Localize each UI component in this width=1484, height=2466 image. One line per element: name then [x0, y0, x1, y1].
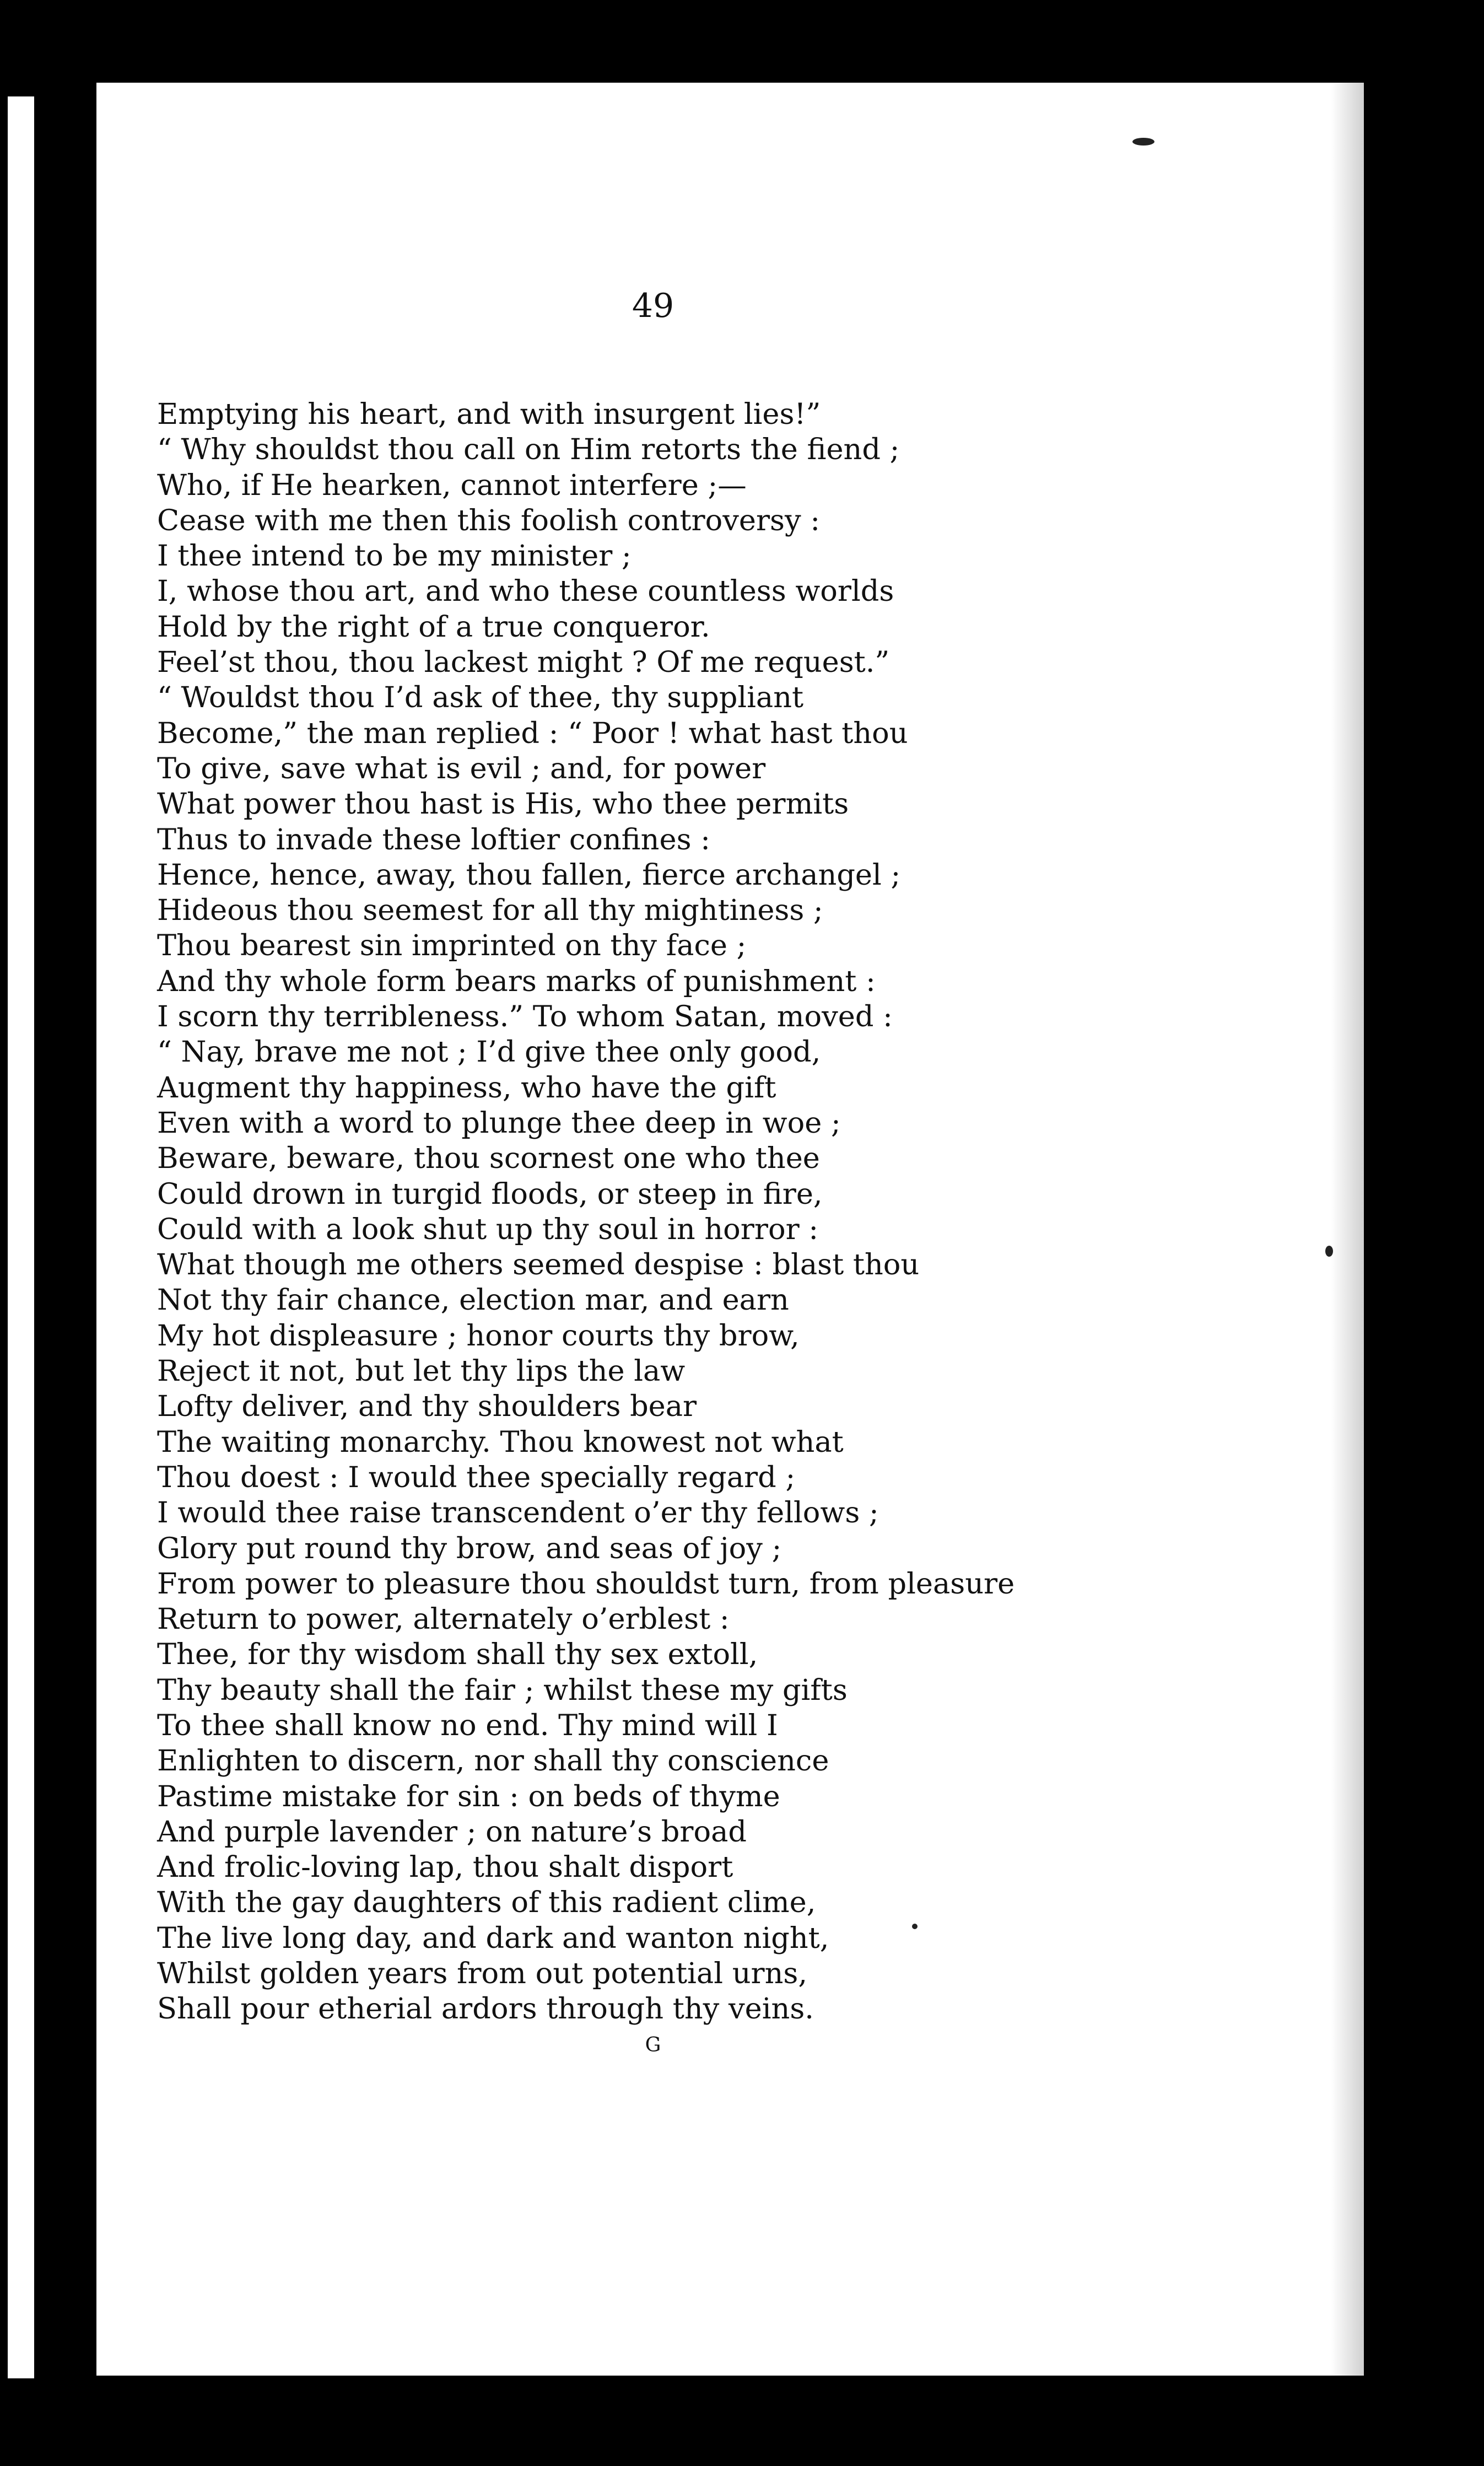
poem-line: Thou bearest sin imprinted on thy face ;	[157, 929, 747, 963]
poem-line: “ Wouldst thou I’d ask of thee, thy suppliant	[157, 681, 804, 715]
printer-signature-mark: G	[645, 2034, 661, 2056]
poem-line: Pastime mistake for sin : on beds of thyme	[157, 1779, 780, 1813]
poem-line: Emptying his heart, and with insurgent lies!”	[157, 397, 821, 431]
poem-line: Thou doest : I would thee specially regard ;	[157, 1460, 796, 1494]
poem-line: Could drown in turgid floods, or steep in fire,	[157, 1177, 823, 1211]
poem-line: Not thy fair chance, election mar, and earn	[157, 1283, 789, 1317]
poem-line: What power thou hast is His, who thee permits	[157, 787, 849, 821]
poem-line: “ Nay, brave me not ; I’d give thee only good,	[157, 1035, 821, 1069]
poem-line: Hold by the right of a true conqueror.	[157, 610, 710, 644]
poem-line: Lofty deliver, and thy shoulders bear	[157, 1390, 697, 1424]
left-margin-strip	[8, 96, 34, 2378]
book-page	[96, 83, 1364, 2376]
page-number: 49	[632, 287, 674, 325]
poem-line: I thee intend to be my minister ;	[157, 539, 632, 573]
ink-speck	[1325, 1246, 1333, 1257]
poem-line: Enlighten to discern, nor shall thy conscience	[157, 1744, 829, 1778]
ink-speck	[1132, 138, 1154, 146]
poem-line: Shall pour etherial ardors through thy veins.	[157, 1992, 814, 2026]
poem-line: Even with a word to plunge thee deep in woe ;	[157, 1106, 841, 1140]
poem-line: Glory put round thy brow, and seas of joy ;	[157, 1531, 782, 1565]
poem-line: To give, save what is evil ; and, for power	[157, 751, 766, 785]
poem-line: Whilst golden years from out potential urns,	[157, 1957, 808, 1991]
poem-line: Who, if He hearken, cannot interfere ;—	[157, 468, 747, 502]
poem-line: The waiting monarchy. Thou knowest not what	[157, 1425, 844, 1459]
poem-line: Beware, beware, thou scornest one who thee	[157, 1142, 820, 1176]
poem-line: And purple lavender ; on nature’s broad	[157, 1814, 747, 1849]
poem-line: “ Why shouldst thou call on Him retorts the fiend ;	[157, 433, 900, 467]
poem-text	[157, 397, 1336, 2027]
poem-line: Return to power, alternately o’erblest :	[157, 1602, 730, 1636]
poem-line: Thy beauty shall the fair ; whilst these my gifts	[157, 1673, 848, 1707]
poem-line: Thee, for thy wisdom shall thy sex extoll,	[157, 1638, 758, 1672]
poem-line: Cease with me then this foolish controversy :	[157, 503, 821, 537]
poem-line: I scorn thy terribleness.” To whom Satan, moved :	[157, 1000, 893, 1034]
poem-line: Reject it not, but let thy lips the law	[157, 1354, 686, 1388]
poem-line: From power to pleasure thou shouldst turn, from pleasure	[157, 1566, 1015, 1601]
poem-line: Thus to invade these loftier confines :	[157, 822, 710, 857]
poem-line: Feel’st thou, thou lackest might ? Of me request.”	[157, 645, 890, 680]
poem-line: Augment thy happiness, who have the gift	[157, 1070, 776, 1105]
poem-line: What though me others seemed despise : blast thou	[157, 1248, 920, 1282]
ink-speck	[912, 1924, 918, 1929]
poem-line: Become,” the man replied : “ Poor ! what hast thou	[157, 716, 908, 750]
poem-line: And frolic-loving lap, thou shalt disport	[157, 1850, 733, 1885]
poem-line: I, whose thou art, and who these countless worlds	[157, 574, 894, 609]
poem-line: My hot displeasure ; honor courts thy brow,	[157, 1318, 800, 1353]
poem-line: Hence, hence, away, thou fallen, fierce archangel ;	[157, 858, 901, 892]
poem-line: And thy whole form bears marks of punishment :	[157, 964, 876, 998]
poem-line: Hideous thou seemest for all thy mightiness ;	[157, 893, 823, 928]
poem-line: With the gay daughters of this radient clime,	[157, 1886, 816, 1920]
poem-line: I would thee raise transcendent o’er thy fellows ;	[157, 1496, 879, 1530]
poem-line: The live long day, and dark and wanton night,	[157, 1921, 829, 1955]
poem-line: To thee shall know no end. Thy mind will I	[157, 1708, 778, 1742]
poem-line: Could with a look shut up thy soul in horror :	[157, 1212, 819, 1246]
